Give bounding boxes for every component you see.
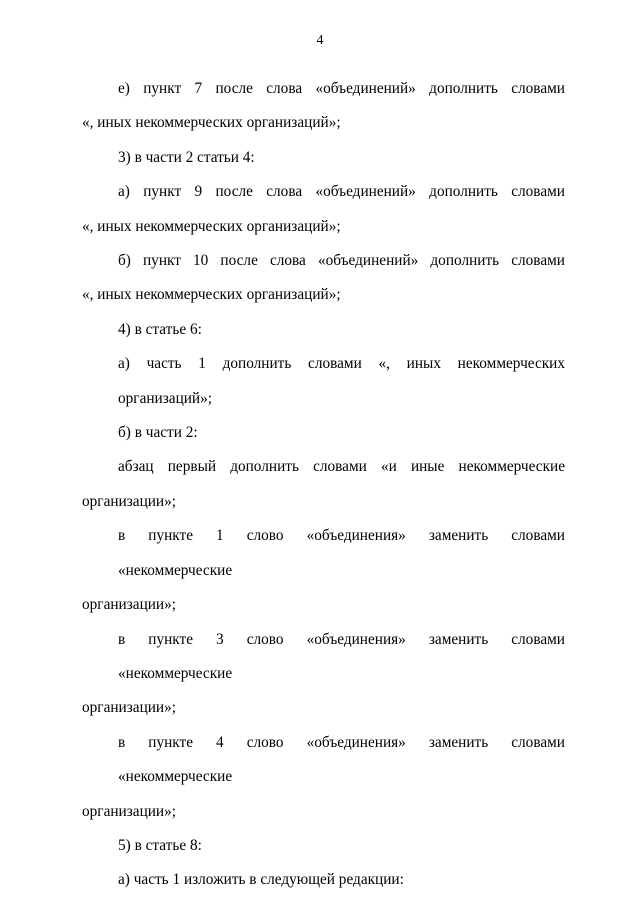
paragraph-line: организации»; [82,699,177,717]
paragraph-item-b-part-2 [82,416,565,450]
paragraph-line: в пункте 1 слово «объединения» заменить словами «некоммерческие [118,527,565,579]
paragraph-point-3 [82,623,565,726]
paragraph-line: абзац первый дополнить словами «и иные некоммерческие [118,458,565,476]
paragraph-point-1 [82,519,565,622]
paragraph-item-a-statement [82,863,565,897]
paragraph-item-5 [82,829,565,863]
page-number: 4 [316,33,324,48]
paragraph-line: б) пункт 10 после слова «объединений» дополнить словами [118,252,565,270]
paragraph-line: а) часть 1 изложить в следующей редакции: [118,871,404,889]
document-body [82,72,565,898]
paragraph-item-a-part-1 [82,347,565,416]
paragraph-line: а) часть 1 дополнить словами «, иных некоммерческих организаций»; [118,355,565,407]
paragraph-point-4 [82,726,565,829]
paragraph-line: а) пункт 9 после слова «объединений» дополнить словами [118,183,565,201]
paragraph-item-a-point-9 [82,175,565,244]
paragraph-line: организации»; [82,596,177,614]
paragraph-line: организации»; [82,492,177,510]
paragraph-item-b-point-10 [82,244,565,313]
paragraph-item-e [82,72,565,141]
paragraph-abzac-first [82,450,565,519]
paragraph-line: организации»; [82,802,177,820]
paragraph-item-4 [82,313,565,347]
paragraph-item-3 [82,141,565,175]
paragraph-line: в пункте 3 слово «объединения» заменить словами «некоммерческие [118,630,565,682]
paragraph-line: 5) в статье 8: [118,836,202,854]
paragraph-line: «, иных некоммерческих организаций»; [82,114,341,132]
paragraph-line: б) в части 2: [118,424,198,442]
paragraph-line: е) пункт 7 после слова «объединений» дополнить словами [118,80,565,97]
paragraph-line: «, иных некоммерческих организаций»; [82,217,341,235]
paragraph-line: 4) в статье 6: [118,320,202,338]
paragraph-line: «, иных некоммерческих организаций»; [82,286,341,304]
paragraph-line: 3) в части 2 статьи 4: [118,148,255,166]
paragraph-line: в пункте 4 слово «объединения» заменить словами «некоммерческие [118,733,565,786]
